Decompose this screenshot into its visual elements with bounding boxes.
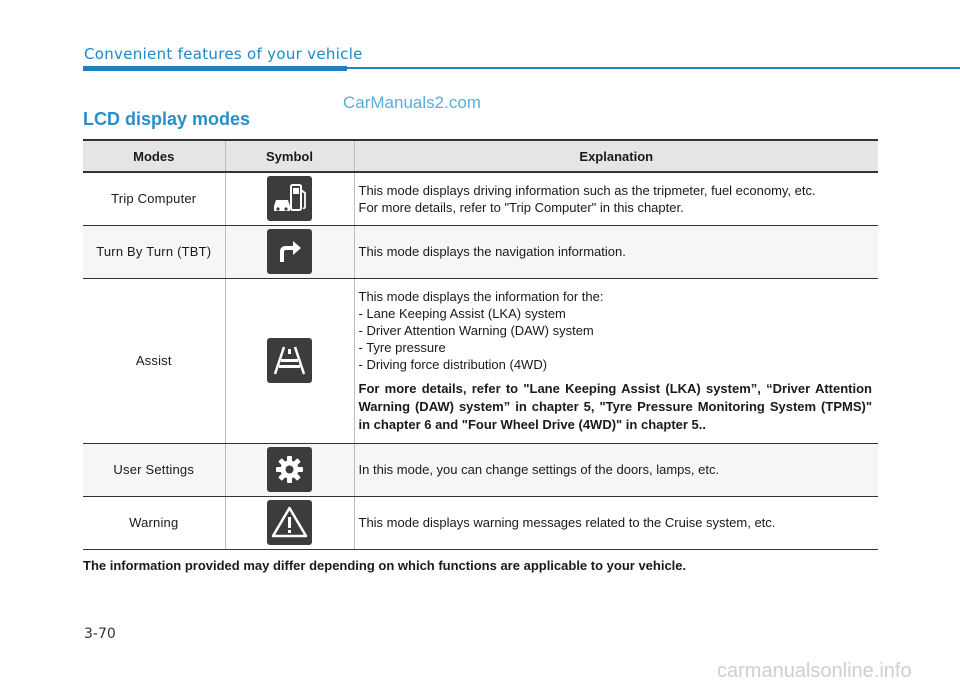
page-number: 3-70 (84, 626, 116, 642)
table-row (83, 278, 878, 443)
explanation-line: - Tyre pressure (358, 339, 446, 355)
table-header-row (83, 140, 878, 172)
column-header-symbol: Symbol (225, 140, 354, 172)
explanation-line: This mode displays driving information such as the tripmeter, fuel economy, etc. (358, 182, 816, 198)
explanation-line: This mode displays warning messages related to the Cruise system, etc. (358, 515, 776, 530)
mode-name: Turn By Turn (TBT) (83, 225, 225, 278)
lcd-modes-table (83, 139, 878, 550)
mode-name: Trip Computer (83, 172, 225, 225)
explanation-cell (354, 172, 878, 225)
explanation-cell (354, 443, 878, 496)
explanation-reference: For more details, refer to "Lane Keeping Assist (LKA) system”, “Driver Attention Warning (DAW) system” in chapter 5, "Tyre Pressure Monitoring System (TPMS)" in chapter 6 and "Four Wheel Drive (4WD)" in chapter 5.. (358, 380, 872, 432)
table-row (83, 443, 878, 496)
warning-triangle-icon (267, 500, 312, 545)
symbol-cell (225, 443, 354, 496)
explanation-line: For more details, refer to "Trip Computer" in this chapter. (358, 199, 684, 215)
turn-arrow-icon (267, 229, 312, 274)
table-row (83, 225, 878, 278)
mode-name: User Settings (83, 443, 225, 496)
symbol-cell (225, 172, 354, 225)
column-header-modes: Modes (83, 140, 225, 172)
footnote: The information provided may differ depending on which functions are applicable to your vehicle. (83, 558, 687, 573)
column-header-explanation: Explanation (354, 140, 878, 172)
explanation-line: - Lane Keeping Assist (LKA) system (358, 305, 566, 321)
fuel-car-icon (267, 176, 312, 221)
watermark-top: CarManuals2.com (343, 93, 481, 112)
section-title: LCD display modes (83, 109, 251, 129)
chapter-header: Convenient features of your vehicle (84, 45, 363, 63)
table-row (83, 172, 878, 225)
explanation-line: - Driver Attention Warning (DAW) system (358, 322, 594, 338)
lane-assist-icon (267, 338, 312, 383)
explanation-cell (354, 278, 878, 443)
mode-name: Warning (83, 496, 225, 549)
explanation-line: This mode displays the navigation information. (358, 244, 626, 259)
watermark-bottom: carmanualsonline.info (717, 660, 912, 682)
explanation-cell (354, 225, 878, 278)
mode-name: Assist (83, 278, 225, 443)
header-rule (347, 67, 960, 69)
explanation-line: In this mode, you can change settings of the doors, lamps, etc. (358, 462, 720, 477)
symbol-cell (225, 225, 354, 278)
gear-icon (267, 447, 312, 492)
table-row (83, 496, 878, 549)
symbol-cell (225, 278, 354, 443)
explanation-line: - Driving force distribution (4WD) (358, 356, 548, 372)
header-accent-bar (83, 66, 347, 71)
explanation-cell (354, 496, 878, 549)
symbol-cell (225, 496, 354, 549)
explanation-line: This mode displays the information for the: (358, 288, 604, 304)
